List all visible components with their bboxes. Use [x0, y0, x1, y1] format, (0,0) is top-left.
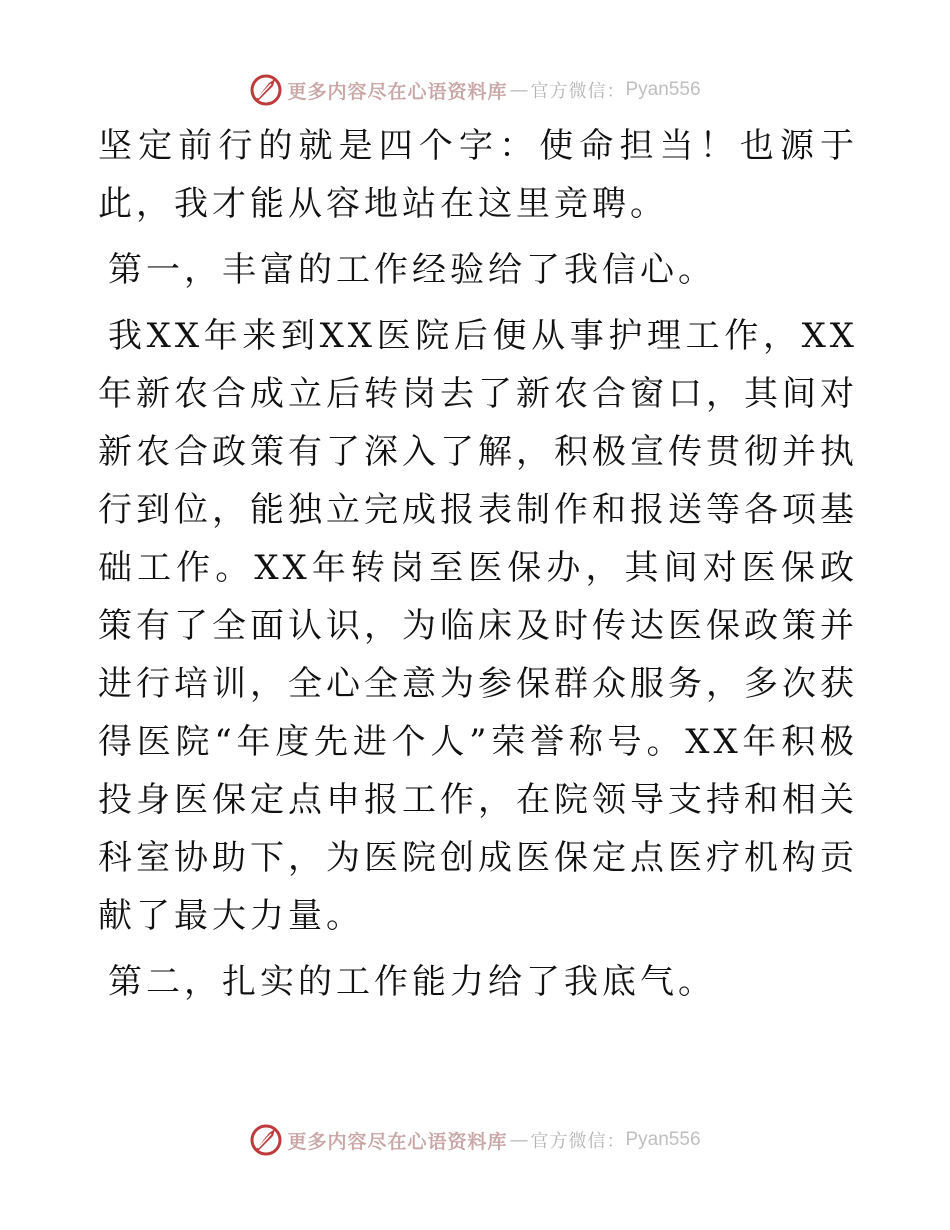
section-heading-first: 第一，丰富的工作经验给了我信心。	[108, 250, 716, 290]
paragraph-work-experience: 我XX年来到XX医院后便从事护理工作，XX年新农合成立后转岗去了新农合窗口，其间对新农合政策有了深入了解，积极宣传贯彻并执行到位，能独立完成报表制作和报送等各项基础工作。XX年转岗至医保办，其间对医保政策有了全面认识，为临床及时传达医保政策并进行培训，全心全意为参保群众服务，多次获得医院“年度先进个人”荣誉称号。XX年积极投身医保定点申报工作，在院领导支持和相关科室协助下，为医院创成医保定点医疗机构贡献了最大力量。	[98, 316, 858, 936]
banner-wechat-id: Pyan556	[625, 1129, 701, 1150]
banner-separator: —	[509, 1129, 529, 1151]
banner-main-text: 更多内容尽在心语资料库	[287, 80, 508, 103]
banner-wechat-id: Pyan556	[625, 79, 701, 100]
banner-wechat-label: 官方微信：	[530, 81, 626, 102]
banner-separator: —	[509, 79, 529, 101]
document-body	[98, 117, 858, 1011]
footer-watermark-banner	[0, 1120, 950, 1160]
section-heading-second: 第二，扎实的工作能力给了我底气。	[108, 962, 716, 1002]
paragraph-intro-continuation: 坚定前行的就是四个字：使命担当！也源于此，我才能从容地站在这里竞聘。	[98, 126, 858, 224]
quill-pen-logo-icon	[249, 73, 283, 107]
header-watermark-banner	[0, 70, 950, 110]
banner-wechat-label: 官方微信：	[530, 1131, 626, 1152]
banner-main-text: 更多内容尽在心语资料库	[287, 1130, 508, 1153]
quill-pen-logo-icon	[249, 1123, 283, 1157]
